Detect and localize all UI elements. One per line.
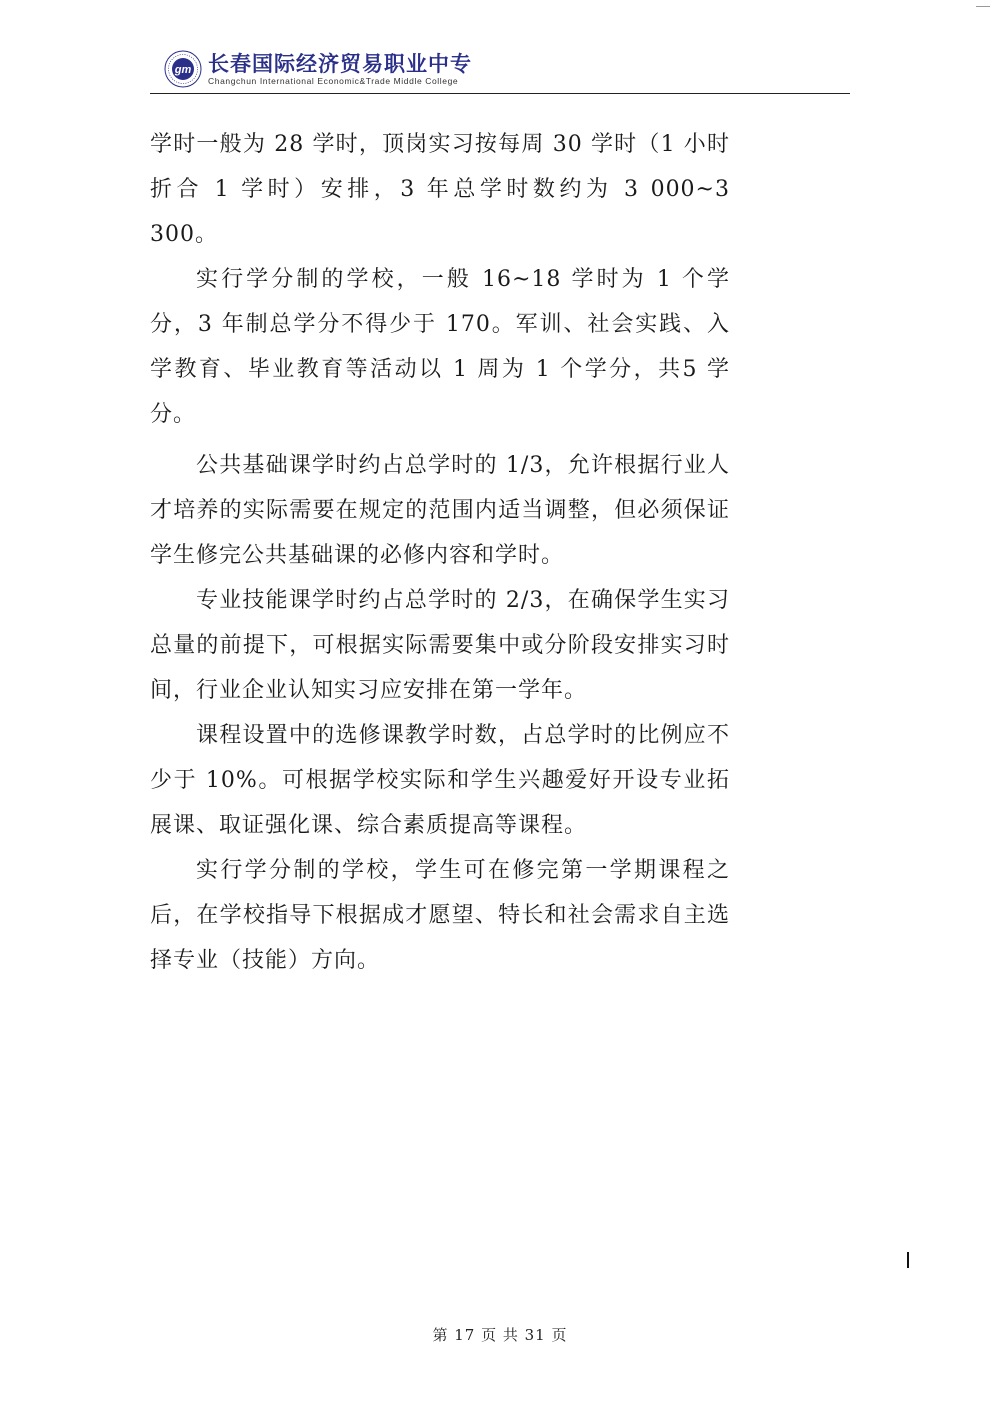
document-body <box>150 122 730 983</box>
school-name-en: Changchun International Economic&Trade Middle College <box>208 76 459 86</box>
paragraph-1: 学时一般为 28 学时，顶岗实习按每周 30 学时（1 小时折合 1 学时）安排，3 年总学时数约为 3 000~3 300。 <box>150 132 730 247</box>
logo-lettering: gm <box>174 64 192 76</box>
paragraph-5: 课程设置中的选修课教学时数，占总学时的比例应不少于 10%。可根据学校实际和学生兴趣爱好开设专业拓展课、取证强化课、综合素质提高等课程。 <box>150 723 730 838</box>
paragraph-6: 实行学分制的学校，学生可在修完第一学期课程之后，在学校指导下根据成才愿望、特长和社会需求自主选择专业（技能）方向。 <box>150 858 730 973</box>
paragraph-4: 专业技能课学时约占总学时的 2/3，在确保学生实习总量的前提下，可根据实际需要集中或分阶段安排实习时间，行业企业认知实习应安排在第一学年。 <box>150 588 730 703</box>
page-header <box>160 40 850 94</box>
margin-mark <box>907 1252 909 1268</box>
corner-crop-mark <box>976 0 990 7</box>
school-name: 长春国际经济贸易职业中专 <box>208 52 472 76</box>
header-divider <box>150 93 850 94</box>
page-number: 第 17 页 共 31 页 <box>432 1326 568 1344</box>
school-logo-icon <box>164 50 202 88</box>
paragraph-2: 实行学分制的学校，一般 16~18 学时为 1 个学分，3 年制总学分不得少于 170。军训、社会实践、入学教育、毕业教育等活动以 1 周为 1 个学分，共5 学分。 <box>150 267 730 427</box>
paragraph-3: 公共基础课学时约占总学时的 1/3，允许根据行业人才培养的实际需要在规定的范围内适当调整，但必须保证学生修完公共基础课的必修内容和学时。 <box>150 453 730 568</box>
